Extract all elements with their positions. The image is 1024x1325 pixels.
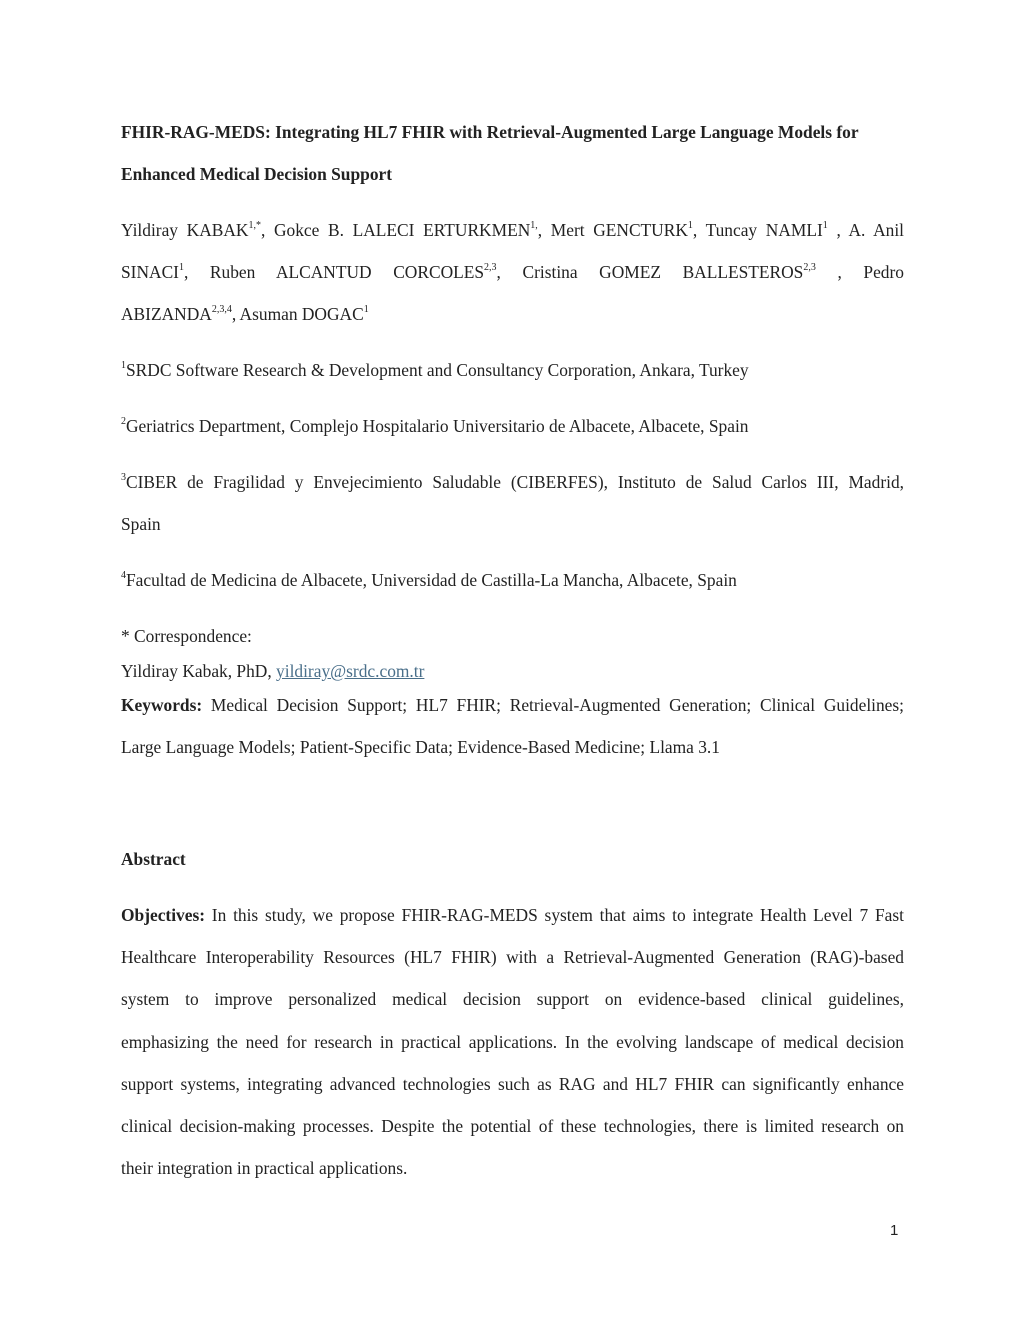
author-name: , Gokce B. LALECI ERTURKMEN	[260, 220, 531, 240]
author-name: , Asuman DOGAC	[231, 304, 364, 324]
author-name: , Ruben ALCANTUD CORCOLES	[183, 262, 485, 282]
author-affiliation-sup: 2,3	[484, 262, 497, 274]
abstract-heading: Abstract	[121, 849, 186, 869]
author-name: SINACI	[121, 262, 179, 282]
affiliation-number: 2	[121, 416, 126, 428]
objectives-label: Objectives:	[121, 905, 206, 925]
author-affiliation-sup: 1,	[530, 220, 538, 232]
affiliation-text: Facultad de Medicina de Albacete, Universidad de Castilla-La Mancha, Albacete, Spain	[126, 570, 737, 590]
author-affiliation-sup: 1	[687, 220, 693, 232]
abstract-line-6: clinical decision-making processes. Despite the potential of these technologies, there is limited research on	[121, 1116, 904, 1136]
author-affiliation-sup: 1	[822, 220, 828, 232]
correspondence-email-link[interactable]: yildiray@srdc.com.tr	[276, 661, 425, 681]
affiliation-number: 3	[121, 472, 126, 484]
author-name: , Tuncay NAMLI	[692, 220, 823, 240]
author-name: ABIZANDA	[121, 304, 212, 324]
keywords-line-2: Large Language Models; Patient-Specific Data; Evidence-Based Medicine; Llama 3.1	[121, 737, 720, 757]
author-name: , Pedro	[837, 262, 904, 282]
correspondence-label: * Correspondence:	[121, 626, 252, 646]
affiliation-text: CIBER de Fragilidad y Envejecimiento Saludable (CIBERFES), Instituto de Salud Carlos III, Madrid,	[126, 472, 904, 492]
author-name: , A. Anil	[836, 220, 904, 240]
abstract-line-3: system to improve personalized medical decision support on evidence-based clinical guidelines,	[121, 989, 904, 1009]
paper-title-line-1: FHIR-RAG-MEDS: Integrating HL7 FHIR with Retrieval-Augmented Large Language Models for	[121, 122, 859, 142]
affiliation-4	[121, 570, 904, 591]
abstract-line-4: emphasizing the need for research in practical applications. In the evolving landscape of medical decision	[121, 1032, 904, 1052]
page-number: 1	[890, 1222, 899, 1239]
author-name: Yildiray KABAK	[121, 220, 249, 240]
author-affiliation-sup: 1,*	[248, 220, 261, 232]
author-affiliation-sup: 2,3	[803, 262, 816, 274]
affiliation-text: SRDC Software Research & Development and Consultancy Corporation, Ankara, Turkey	[126, 360, 749, 380]
affiliation-3	[121, 472, 904, 493]
correspondence-name: Yildiray Kabak, PhD,	[121, 661, 277, 681]
author-affiliation-sup: 1	[178, 262, 184, 274]
author-line-1	[121, 220, 904, 241]
affiliation-2	[121, 416, 904, 437]
author-affiliation-sup: 2,3,4	[211, 304, 232, 316]
abstract-line-1	[121, 905, 904, 926]
affiliation-1	[121, 360, 904, 381]
author-name: , Mert GENCTURK	[537, 220, 688, 240]
abstract-line-7: their integration in practical applications.	[121, 1158, 408, 1178]
abstract-line-5: support systems, integrating advanced technologies such as RAG and HL7 FHIR can significantly enhance	[121, 1074, 904, 1094]
author-line-2	[121, 262, 904, 283]
keywords-line-1	[121, 695, 904, 716]
keywords-text: Medical Decision Support; HL7 FHIR; Retrieval-Augmented Generation; Clinical Guidelines;	[202, 695, 904, 715]
affiliation-text: Geriatrics Department, Complejo Hospitalario Universitario de Albacete, Albacete, Spain	[126, 416, 749, 436]
abstract-line-2: Healthcare Interoperability Resources (HL7 FHIR) with a Retrieval-Augmented Generation (RAG)-based	[121, 947, 904, 967]
affiliation-3-continued: Spain	[121, 514, 161, 534]
keywords-label: Keywords:	[121, 695, 203, 715]
abstract-text: In this study, we propose FHIR-RAG-MEDS system that aims to integrate Health Level 7 Fast	[205, 905, 904, 925]
correspondence-line	[121, 661, 904, 682]
author-line-3	[121, 304, 904, 325]
affiliation-number: 1	[121, 360, 126, 372]
author-affiliation-sup: 1	[363, 304, 369, 316]
paper-title-line-2: Enhanced Medical Decision Support	[121, 164, 393, 184]
author-name: , Cristina GOMEZ BALLESTEROS	[496, 262, 804, 282]
affiliation-number: 4	[121, 570, 126, 582]
